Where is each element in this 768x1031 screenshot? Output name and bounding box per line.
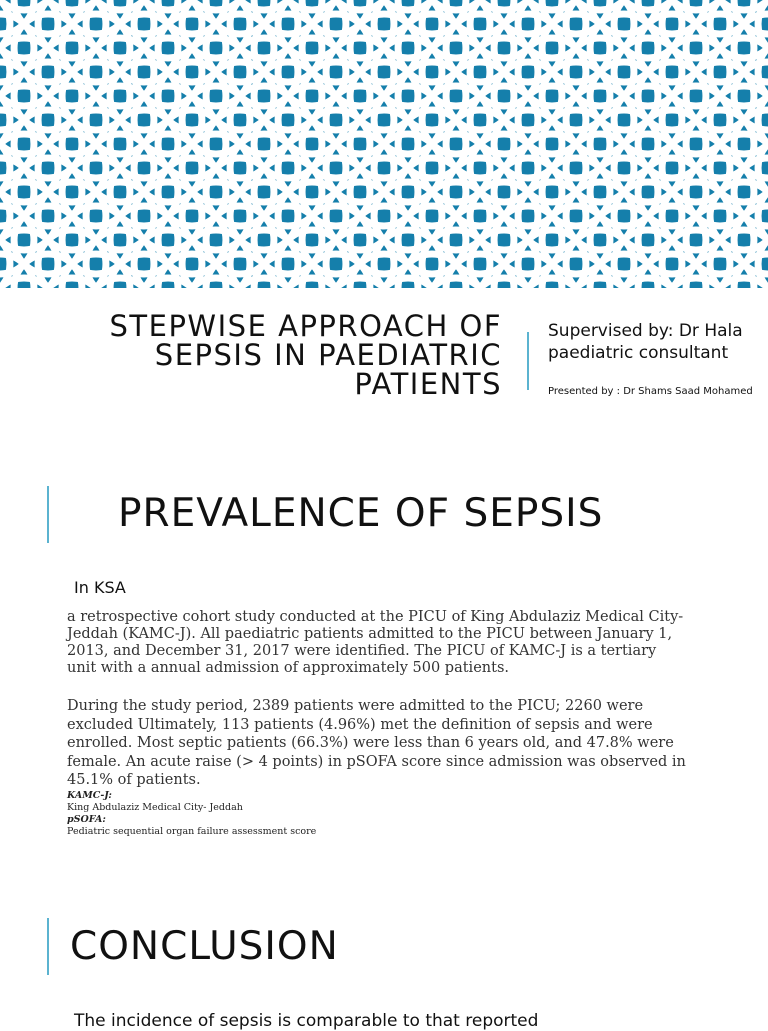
prevalence-subtitle: In KSA <box>74 578 126 597</box>
title-line-2: SEPSIS IN PAEDIATRIC <box>154 338 502 372</box>
prevalence-paragraph-2: During the study period, 2389 patients were admitted to the PICU; 2260 were excluded Ultimately, 113 patients (4.96%) met the definition of sepsis and were enrolled. Most septic patients (66.3%) were less than 6 years old, and 47.8% were female. An acute raise (> 4 points) in pSOFA score since admission was observed in 45.1% of patients. <box>67 698 686 788</box>
supervisor-text: Supervised by: Dr Hala paediatric consultant <box>548 321 743 363</box>
conclusion-text: The incidence of sepsis is comparable to that reported <box>74 1011 539 1031</box>
title-divider <box>527 332 529 390</box>
prevalence-heading: PREVALENCE OF SEPSIS <box>118 491 604 536</box>
prevalence-accent-bar <box>47 486 49 543</box>
title-line-1: STEPWISE APPROACH OF <box>109 309 502 343</box>
abbreviation-notes <box>67 790 316 838</box>
presentation-title <box>40 309 502 401</box>
note-definition-kamcj: King Abdulaziz Medical City- Jeddah <box>67 802 243 813</box>
title-line-3: PATIENTS <box>354 367 502 401</box>
note-term-psofa: pSOFA: <box>67 814 106 825</box>
interlocking-circles-pattern <box>0 0 768 288</box>
conclusion-accent-bar <box>47 918 49 975</box>
note-term-kamcj: KAMC-J: <box>67 790 112 801</box>
pattern-circles <box>0 0 768 288</box>
presenter-text: Presented by : Dr Shams Saad Mohamed <box>548 386 753 397</box>
patterned-banner <box>0 0 768 288</box>
prevalence-paragraph-1: a retrospective cohort study conducted at the PICU of King Abdulaziz Medical City-Jeddah (KAMC-J). All paediatric patients admitted to the PICU between January 1, 2013, and December 31, 2017 were identified. The PICU of KAMC-J is a tertiary unit with a annual admission of approximately 500 patients. <box>67 609 684 676</box>
note-definition-psofa: Pediatric sequential organ failure assessment score <box>67 826 317 837</box>
conclusion-heading: CONCLUSION <box>70 924 339 969</box>
